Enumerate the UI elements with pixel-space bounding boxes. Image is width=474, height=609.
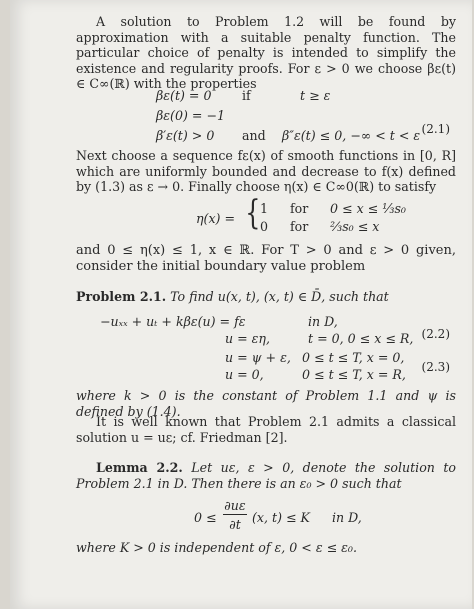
eq21-row3-right: β″ε(t) ≤ 0, −∞ < t < ε bbox=[282, 128, 421, 143]
problem-eq-d-right: 0 ≤ t ≤ T, x = R, bbox=[302, 367, 406, 382]
eq21-row2-left: βε(0) = −1 bbox=[156, 108, 226, 123]
problem-eq-b-right: t = 0, 0 ≤ x ≤ R, bbox=[308, 331, 414, 346]
lemma-heading: Lemma 2.2. bbox=[96, 460, 183, 475]
lemma-where: where K > 0 is independent of ε, 0 < ε ≤ ε₀. bbox=[76, 540, 357, 555]
problem-eq-a-left: −uₓₓ + uₜ + kβε(u) = fε bbox=[100, 314, 246, 329]
lemma-statement bbox=[76, 460, 456, 491]
problem-where: where k > 0 is the constant of Problem 1.1 and ψ is defined by (1.4). bbox=[76, 388, 456, 419]
eq22-number: (2.2) bbox=[421, 327, 450, 341]
lemma-frac-num: ∂uε bbox=[224, 498, 246, 513]
eq21-row3-mid: and bbox=[242, 128, 266, 143]
lemma-text: Let uε, ε > 0, denote the solution to Problem 2.1 in D. Then there is an ε₀ > 0 such that bbox=[76, 460, 457, 491]
lemma-frac-den: ∂t bbox=[229, 517, 241, 532]
eq21-row3-left: β′ε(t) > 0 bbox=[156, 128, 215, 143]
intro-paragraph: A solution to Problem 1.2 will be found by approximation with a suitable penalty function. The particular choice of penalty is intended to simplify the existence and regularity proofs. For ε > 0 we choose βε(t) ∈ C∞(ℝ) with the properties bbox=[76, 14, 456, 92]
eq21-row1-right: t ≥ ε bbox=[300, 88, 331, 103]
eq21-row1-mid: if bbox=[242, 88, 251, 103]
problem-heading: Problem 2.1. bbox=[76, 289, 167, 304]
problem-eq-c-right: 0 ≤ t ≤ T, x = 0, bbox=[302, 350, 405, 365]
eq23-number: (2.3) bbox=[421, 360, 450, 374]
eq21-number: (2.1) bbox=[421, 122, 450, 136]
book-page bbox=[10, 0, 472, 609]
eta-case2-value: 0 bbox=[260, 219, 269, 234]
problem-statement bbox=[76, 289, 456, 305]
eta-case1-cond: 0 ≤ x ≤ ⅓s₀ bbox=[330, 201, 406, 216]
eta-case1-for: for bbox=[290, 201, 309, 216]
problem-eq-a-right: in D, bbox=[308, 314, 338, 329]
eta-case1-value: 1 bbox=[260, 201, 269, 216]
lemma-ineq-domain: in D, bbox=[332, 510, 362, 525]
eta-case2-for: for bbox=[290, 219, 309, 234]
lemma-ineq-left: 0 ≤ bbox=[194, 510, 217, 525]
eta-case2-cond: ⅔s₀ ≤ x bbox=[330, 219, 380, 234]
boundary-paragraph: and 0 ≤ η(x) ≤ 1, x ∈ ℝ. For T > 0 and ε > 0 given, consider the initial boundary value problem bbox=[76, 243, 456, 274]
sequence-paragraph: Next choose a sequence fε(x) of smooth functions in [0, R] which are uniformly bounded and decrease to f(x) defined by (1.3) as ε → 0. Finally choose η(x) ∈ C∞0(ℝ) to satisfy bbox=[76, 148, 456, 195]
friedman-paragraph: It is well known that Problem 2.1 admits a classical solution u = uε; cf. Friedman [2]. bbox=[76, 414, 456, 445]
lemma-ineq-right: (x, t) ≤ K bbox=[252, 510, 310, 525]
eq21-row1-left: βε(t) = 0 bbox=[156, 88, 212, 103]
problem-eq-d-left: u = 0, bbox=[225, 367, 264, 382]
lemma-fraction-bar bbox=[223, 514, 247, 515]
eta-brace: { bbox=[245, 193, 261, 233]
problem-eq-b-left: u = εη, bbox=[225, 331, 270, 346]
problem-eq-c-left: u = ψ + ε, bbox=[225, 350, 291, 365]
problem-text: To find u(x, t), (x, t) ∈ D̄, such that bbox=[170, 289, 389, 304]
eta-lhs: η(x) = bbox=[196, 211, 236, 226]
